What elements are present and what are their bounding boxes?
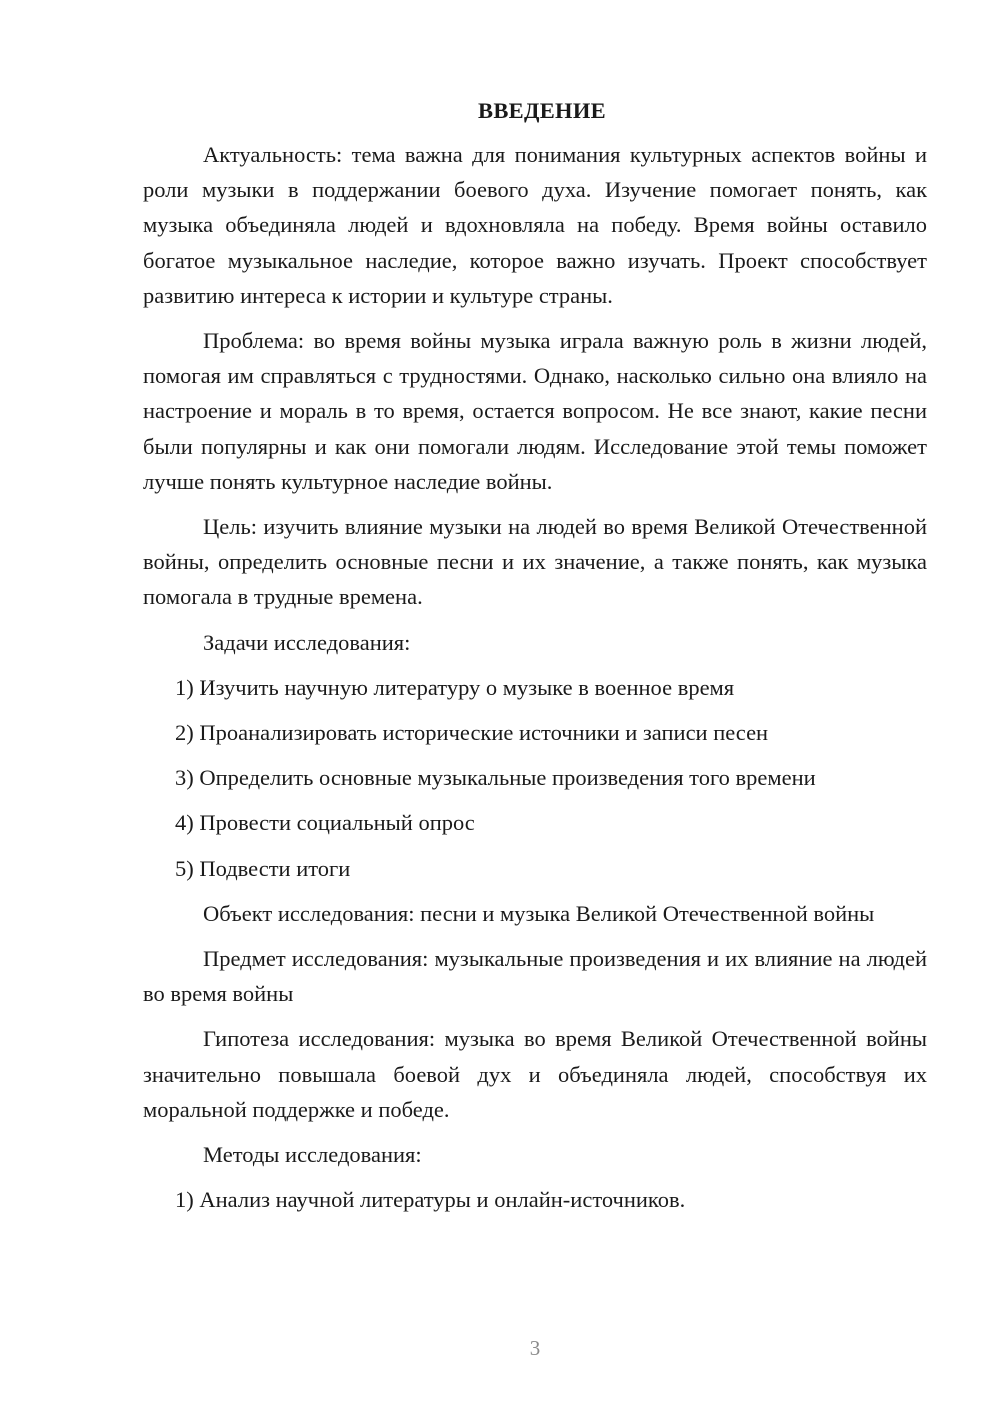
task-item: 5) Подвести итоги bbox=[175, 855, 351, 881]
page-number: 3 bbox=[529, 1336, 541, 1360]
page-content bbox=[143, 95, 927, 1217]
object-paragraph: Объект исследования: песни и музыка Великой Отечественной войны bbox=[203, 900, 875, 926]
relevance-paragraph: Актуальность: тема важна для понимания культурных аспектов войны и роли музыки в поддержании боевого духа. Изучение помогает понять, как музыка объединяла людей и вдохновляла на победу. Время войны оставило богатое музыкальное наследие, которое важно изучать. Проект способствует развитию интереса к истории и культуре страны. bbox=[143, 142, 927, 308]
task-item: 1) Изучить научную литературу о музыке в военное время bbox=[175, 674, 735, 700]
goal-paragraph: Цель: изучить влияние музыки на людей во время Великой Отечественной войны, определить основные песни и их значение, а также понять, как музыка помогала в трудные времена. bbox=[143, 514, 927, 610]
subject-paragraph: Предмет исследования: музыкальные произведения и их влияние на людей во время войны bbox=[143, 946, 927, 1007]
tasks-list bbox=[143, 670, 927, 886]
tasks-heading: Задачи исследования: bbox=[203, 629, 411, 655]
methods-heading: Методы исследования: bbox=[203, 1142, 422, 1168]
task-item: 2) Проанализировать исторические источники и записи песен bbox=[175, 720, 769, 746]
hypothesis-paragraph: Гипотеза исследования: музыка во время Великой Отечественной войны значительно повышала боевой дух и объединяла людей, способствуя их моральной поддержке и победе. bbox=[143, 1026, 927, 1122]
problem-paragraph: Проблема: во время войны музыка играла важную роль в жизни людей, помогая им справляться с трудностями. Однако, насколько сильно она влияло на настроение и мораль в то время, остается вопросом. Не все знают, какие песни были популярны и как они помогали людям. Исследование этой темы поможет лучше понять культурное наследие войны. bbox=[143, 328, 927, 494]
task-item: 3) Определить основные музыкальные произведения того времени bbox=[175, 765, 816, 791]
task-item: 4) Провести социальный опрос bbox=[175, 810, 475, 836]
section-title: ВВЕДЕНИЕ bbox=[478, 98, 606, 123]
method-item: 1) Анализ научной литературы и онлайн-источников. bbox=[175, 1187, 686, 1213]
methods-list bbox=[143, 1182, 927, 1217]
